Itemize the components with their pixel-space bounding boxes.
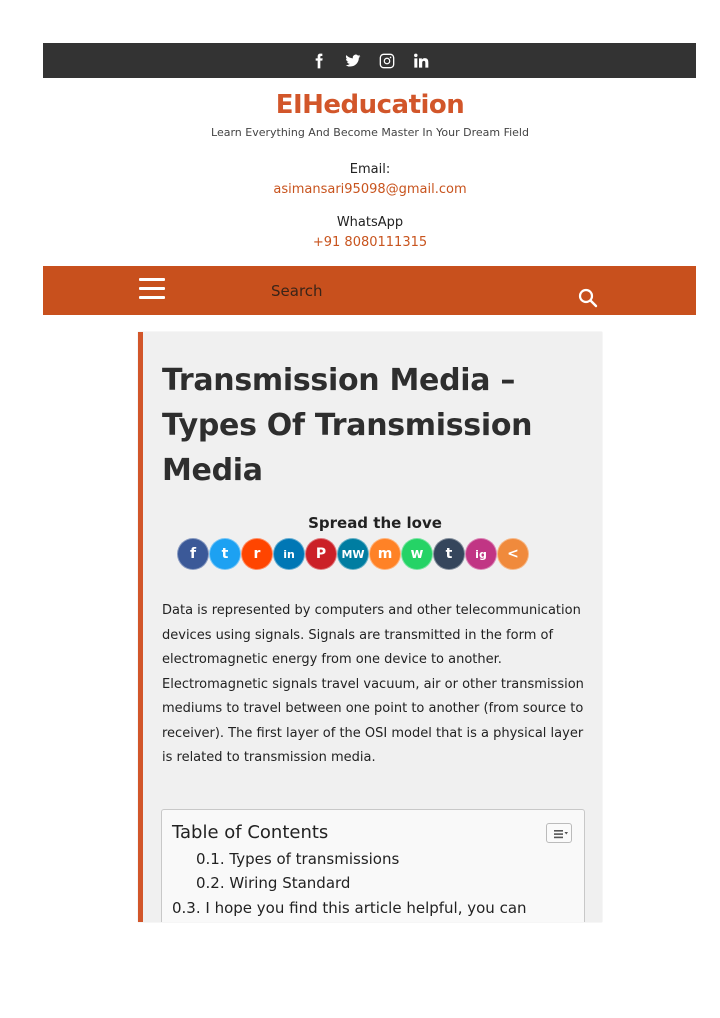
social-bar — [43, 43, 696, 78]
share-icon[interactable]: < — [497, 538, 529, 570]
linkedin-icon[interactable]: in — [273, 538, 305, 570]
spread-love-label: Spread the love — [308, 514, 442, 532]
facebook-icon[interactable] — [310, 52, 328, 70]
share-buttons — [177, 538, 529, 570]
search-icon[interactable] — [578, 288, 600, 310]
twitter-icon[interactable]: t — [209, 538, 241, 570]
toc-item[interactable] — [172, 899, 527, 917]
toc-toggle-icon[interactable] — [546, 823, 572, 843]
toc-item-number: 0.1. — [196, 850, 225, 868]
toc-item-number: 0.2. — [196, 874, 225, 892]
site-header — [0, 90, 720, 139]
linkedin-icon[interactable] — [412, 52, 430, 70]
article-title: Transmission Media – Types Of Transmission Media — [162, 363, 533, 488]
article-body: Data is represented by computers and other telecommunication devices using signals. Signals are transmitted in the form of electromagnetic energy from one device to another. Electromagnetic signals travel vacuum, air or other transmission mediums to travel between one point to another (from source to receiver). The first layer of the OSI model that is a physical layer is related to transmission media. — [162, 603, 584, 765]
whatsapp-label: WhatsApp — [336, 215, 404, 230]
email-block — [0, 160, 720, 200]
facebook-icon[interactable]: f — [177, 538, 209, 570]
mix-icon[interactable]: m — [369, 538, 401, 570]
toc-item[interactable] — [196, 874, 350, 892]
toc-item-label: I hope you find this article helpful, you can — [205, 899, 527, 917]
table-of-contents — [161, 809, 585, 922]
instagram-icon[interactable]: ig — [465, 538, 497, 570]
menu-icon[interactable] — [139, 278, 165, 300]
email-link[interactable]: asimansari95098@gmail.com — [273, 182, 467, 197]
mewe-icon[interactable]: MW — [337, 538, 369, 570]
article-card — [138, 332, 602, 922]
nav-bar — [43, 266, 696, 315]
site-title[interactable]: EIHeducation — [275, 90, 465, 120]
search-input[interactable] — [265, 277, 565, 305]
whatsapp-link[interactable]: +91 8080111315 — [312, 235, 428, 250]
twitter-icon[interactable] — [344, 52, 362, 70]
toc-item-number: 0.3. — [172, 899, 201, 917]
email-label: Email: — [349, 162, 391, 177]
whatsapp-block — [0, 213, 720, 253]
pinterest-icon[interactable]: P — [305, 538, 337, 570]
whatsapp-icon[interactable]: w — [401, 538, 433, 570]
site-tagline: Learn Everything And Become Master In Your Dream Field — [211, 126, 529, 139]
toc-title: Table of Contents — [172, 822, 329, 843]
reddit-icon[interactable]: r — [241, 538, 273, 570]
toc-item-label: Wiring Standard — [229, 874, 351, 892]
toc-item[interactable] — [196, 850, 399, 868]
tumblr-icon[interactable]: t — [433, 538, 465, 570]
toc-item-label: Types of transmissions — [229, 850, 400, 868]
instagram-icon[interactable] — [378, 52, 396, 70]
